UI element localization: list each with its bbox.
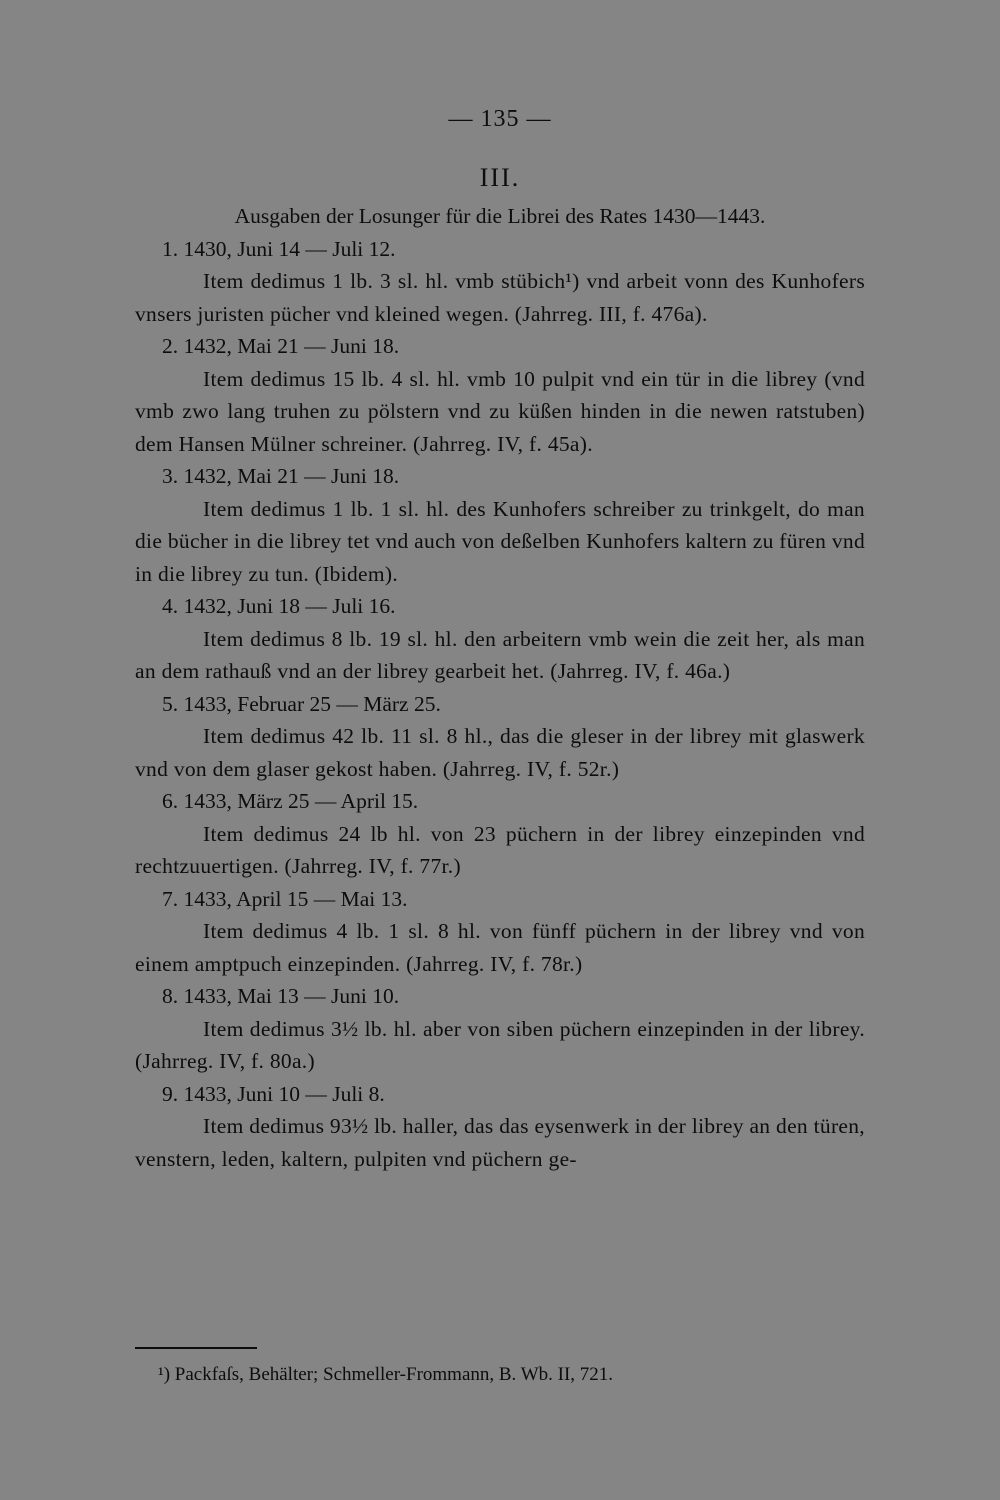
entry-6-date: 6. 1433, März 25 — April 15. xyxy=(162,789,419,813)
entry-2-text: Item dedimus 15 lb. 4 sl. hl. vmb 10 pulpit vnd ein tür in die librey (vnd vmb zwo lang truhen zu pölstern vnd zu küßen hinden in die newen ratstuben) dem Hansen Mülner schreiner. (Jahrreg. IV, f. 45a). xyxy=(135,366,865,456)
entry-6-text: Item dedimus 24 lb hl. von 23 püchern in der librey einzepinden vnd rechtzuuertigen. (Jahrreg. IV, f. 77r.) xyxy=(135,821,865,878)
entry-5-date: 5. 1433, Februar 25 — März 25. xyxy=(162,691,441,716)
footnote: ¹) Packfaſs, Behälter; Schmeller-Frommann, B. Wb. II, 721. xyxy=(158,1364,614,1385)
section-heading: Ausgaben der Losunger für die Librei des Rates 1430—1443. xyxy=(234,204,766,228)
entry-1-text: Item dedimus 1 lb. 3 sl. hl. vmb stübich¹) vnd arbeit vonn des Kunhofers vnsers juristen pücher vnd kleined wegen. (Jahrreg. III, f. 476a). xyxy=(135,269,865,326)
entry-7-text: Item dedimus 4 lb. 1 sl. 8 hl. von fünff püchern in der librey vnd von einem amptpuch einzepinden. (Jahrreg. IV, f. 78r.) xyxy=(135,919,865,976)
entry-8-text: Item dedimus 3½ lb. hl. aber von siben püchern einzepinden in der librey. (Jahrreg. IV, f. 80a.) xyxy=(135,1016,865,1073)
footnote-divider xyxy=(135,1347,257,1349)
entry-1-date: 1. 1430, Juni 14 — Juli 12. xyxy=(162,236,396,261)
entry-8-date: 8. 1433, Mai 13 — Juni 10. xyxy=(162,984,400,1008)
entry-3-date: 3. 1432, Mai 21 — Juni 18. xyxy=(162,464,400,488)
entry-7-date: 7. 1433, April 15 — Mai 13. xyxy=(162,886,408,911)
entry-3-text: Item dedimus 1 lb. 1 sl. hl. des Kunhofers schreiber zu trinkgelt, do man die bücher in die librey tet vnd auch von deßelben Kunhofers kaltern zu füren vnd in die librey zu tun. (Ibidem). xyxy=(135,496,865,586)
entry-5-text: Item dedimus 42 lb. 11 sl. 8 hl., das die gleser in der librey mit glaswerk vnd von dem glaser gekost haben. (Jahrreg. IV, f. 52r.) xyxy=(135,724,865,781)
entry-2-date: 2. 1432, Mai 21 — Juni 18. xyxy=(162,334,400,358)
entry-4-date: 4. 1432, Juni 18 — Juli 16. xyxy=(162,594,396,618)
chapter-numeral: III. xyxy=(479,163,521,192)
entry-4-text: Item dedimus 8 lb. 19 sl. hl. den arbeitern vmb wein die zeit her, als man an dem rathauß vnd an der librey gearbeit het. (Jahrreg. IV, f. 46a.) xyxy=(135,626,865,683)
page-number: — 135 — xyxy=(448,106,552,132)
entry-9-date: 9. 1433, Juni 10 — Juli 8. xyxy=(162,1081,385,1106)
page-body xyxy=(135,200,865,1175)
entry-9-text: Item dedimus 93½ lb. haller, das das eysenwerk in der librey an den türen, venstern, leden, kaltern, pulpiten vnd püchern ge- xyxy=(135,1114,865,1171)
